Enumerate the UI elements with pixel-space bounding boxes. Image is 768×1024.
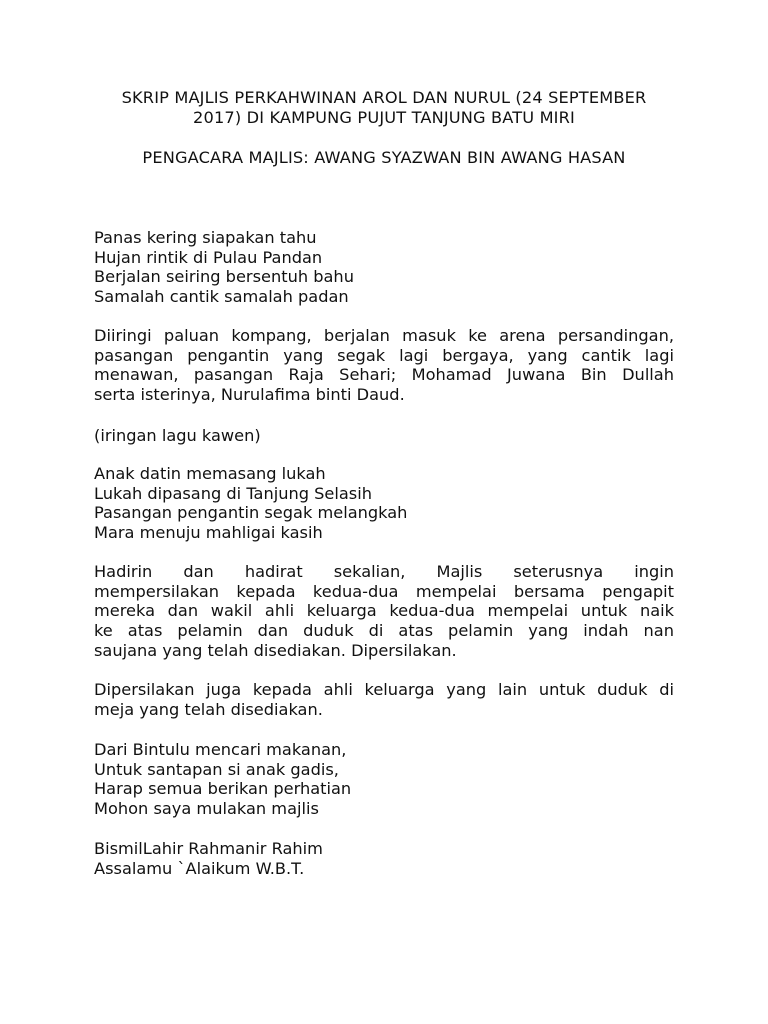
closing-greeting [94,839,674,878]
pantun-stanza-1 [94,228,674,307]
pantun-stanza-3 [94,740,674,819]
paragraph-family-seating [94,680,674,719]
stanza-line: Mara menuju mahligai kasih [94,523,323,543]
stanza-line: Anak datin memasang lukah [94,464,326,483]
stanza-line: Pasangan pengantin segak melangkah [94,503,408,523]
music-note [94,426,674,446]
stanza-line: Harap semua berikan perhatian [94,779,352,799]
paragraph-procession [94,326,674,405]
stanza-line: Samalah cantik samalah padan [94,287,349,307]
title-line: SKRIP MAJLIS PERKAHWINAN AROL DAN NURUL (24 SEPTEMBER [121,88,647,107]
closing-line: Assalamu `Alaikum W.B.T. [94,858,305,878]
stanza-line: Untuk santapan si anak gadis, [94,759,339,779]
stanza-line: Hujan rintik di Pulau Pandan [94,247,323,267]
paragraph-line: pasangan pengantin yang segak lagi bergaya, yang cantik lagi [94,345,674,365]
stanza-line: Dari Bintulu mencari makanan, [94,740,347,759]
title-line: 2017) DI KAMPUNG PUJUT TANJUNG BATU MIRI [193,108,575,127]
paragraph-line: mempersilakan kepada kedua-dua mempelai bersama pengapit [94,581,674,601]
paragraph-line: Dipersilakan juga kepada ahli keluarga yang lain untuk duduk di [94,680,674,699]
paragraph-line: meja yang telah disediakan. [94,699,323,719]
stanza-line: Panas kering siapakan tahu [94,228,317,247]
note-line: (iringan lagu kawen) [94,426,261,445]
paragraph-line: serta isterinya, Nurulafima binti Daud. [94,385,405,405]
paragraph-line: mereka dan wakil ahli keluarga kedua-dua mempelai untuk naik [94,601,674,621]
document-title [84,88,684,128]
stanza-line: Berjalan seiring bersentuh bahu [94,267,354,287]
paragraph-line: Hadirin dan hadirat sekalian, Majlis seterusnya ingin [94,562,674,581]
paragraph-invitation [94,562,674,661]
master-of-ceremonies-heading: PENGACARA MAJLIS: AWANG SYAZWAN BIN AWANG HASAN [142,148,626,167]
stanza-line: Mohon saya mulakan majlis [94,799,319,819]
closing-line: BismilLahir Rahmanir Rahim [94,839,323,858]
paragraph-line: menawan, pasangan Raja Sehari; Mohamad Juwana Bin Dullah [94,365,674,385]
stanza-line: Lukah dipasang di Tanjung Selasih [94,483,372,503]
paragraph-line: Diiringi paluan kompang, berjalan masuk ke arena persandingan, [94,326,674,345]
pantun-stanza-2 [94,464,674,543]
paragraph-line: saujana yang telah disediakan. Dipersilakan. [94,640,457,660]
paragraph-line: ke atas pelamin dan duduk di atas pelamin yang indah nan [94,621,674,641]
